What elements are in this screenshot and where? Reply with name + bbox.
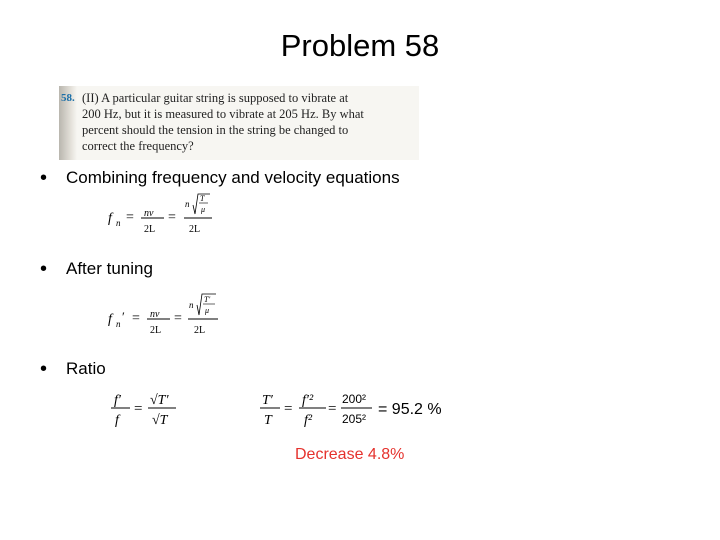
- equation-fn: [104, 190, 224, 242]
- eq2-num2: n: [189, 300, 194, 310]
- problem-line-3: percent should the tension in the string be changed to: [82, 123, 349, 137]
- equation-frequency-ratio: [106, 384, 196, 432]
- result-text: Decrease 4.8%: [295, 446, 405, 463]
- eq2-den1: 2L: [150, 325, 162, 336]
- eq1-den2: 2L: [189, 224, 201, 235]
- eq4-num-mid: f′²: [302, 393, 314, 408]
- eq2-num1: nv: [150, 309, 160, 320]
- eq2-sub: n: [116, 319, 121, 329]
- eq4-den-left: T: [264, 413, 272, 428]
- bullet-text-after-tuning: After tuning: [66, 259, 153, 278]
- problem-line-1: (II) A particular guitar string is supposed to vibrate at: [82, 91, 349, 105]
- equation-fn-prime: [104, 286, 228, 338]
- eq1-equals-2: =: [168, 210, 176, 225]
- bullet-marker: •: [40, 258, 48, 280]
- slide-title: Problem 58: [280, 28, 440, 63]
- problem-line-4: correct the frequency?: [82, 139, 194, 153]
- bullet-text-combining: Combining frequency and velocity equations: [66, 168, 400, 187]
- bullet-marker: •: [40, 358, 48, 380]
- eq1-sub: n: [116, 218, 121, 228]
- eq1-rad-bot: μ: [201, 205, 206, 214]
- equation-tension-ratio: [256, 384, 461, 432]
- eq1-lhs: f: [108, 211, 112, 226]
- eq4-equals-2: =: [328, 401, 337, 417]
- eq2-prime: ′: [122, 309, 125, 324]
- bullet-marker: •: [40, 167, 48, 189]
- problem-line-2: 200 Hz, but it is measured to vibrate at 205 Hz. By what: [82, 107, 364, 121]
- eq2-rad-top: T′: [204, 295, 211, 304]
- bullet-text-ratio: Ratio: [66, 359, 106, 378]
- eq3-num-right: √T′: [150, 393, 169, 408]
- eq2-equals-2: =: [174, 311, 182, 326]
- eq2-den2: 2L: [194, 325, 206, 336]
- eq3-equals: =: [134, 401, 143, 417]
- eq1-num2: n: [185, 199, 190, 209]
- eq4-den-right: 205²: [342, 412, 367, 426]
- eq4-equals-1: =: [284, 401, 293, 417]
- eq1-equals-1: =: [126, 210, 134, 225]
- eq1-rad-top: T: [200, 194, 205, 203]
- eq4-num-left: T′: [262, 393, 273, 408]
- problem-scan-image: [59, 86, 419, 160]
- eq4-den-mid: f²: [304, 413, 313, 428]
- eq3-den-right: √T: [152, 413, 168, 428]
- eq2-equals-1: =: [132, 311, 140, 326]
- eq4-value: = 95.2 %: [378, 401, 442, 418]
- eq3-den-left: f: [115, 413, 119, 428]
- eq2-lhs: f: [108, 312, 112, 327]
- eq2-rad-bot: μ: [205, 306, 210, 315]
- eq1-num1: nv: [144, 208, 154, 219]
- problem-number: 58.: [61, 92, 75, 104]
- eq4-num-right: 200²: [342, 392, 367, 406]
- eq1-den1: 2L: [144, 224, 156, 235]
- eq3-num-left: f′: [114, 393, 121, 408]
